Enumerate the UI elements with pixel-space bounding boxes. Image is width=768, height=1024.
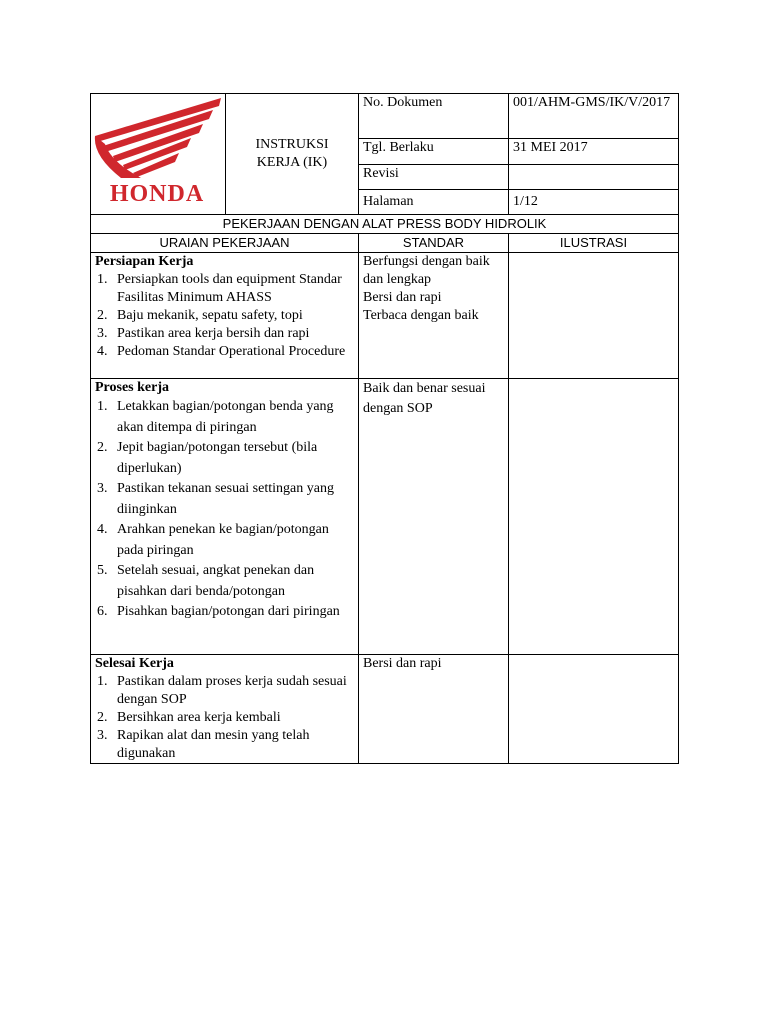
logo-text: HONDA xyxy=(109,181,205,206)
step-text: Rapikan alat dan mesin yang telah digunakan xyxy=(117,728,310,761)
field-value-revisi xyxy=(509,165,679,190)
list-item: 3. Rapikan alat dan mesin yang telah digunakan xyxy=(97,728,310,761)
illustration-cell xyxy=(509,379,679,655)
step-text: Bersihkan area kerja kembali xyxy=(117,710,281,725)
step-text: Pedoman Standar Operational Procedure xyxy=(117,344,346,359)
list-item: 2. Jepit bagian/potongan tersebut (bila diperlukan) xyxy=(97,440,318,476)
list-item: 1. Pastikan dalam proses kerja sudah sesuai dengan SOP xyxy=(97,674,347,707)
step-list xyxy=(95,271,354,361)
step-text: Setelah sesuai, angkat penekan dan pisahkan dari benda/potongan xyxy=(117,563,315,599)
list-item: 2. Baju mekanik, sepatu safety, topi xyxy=(97,308,303,323)
honda-wing-logo xyxy=(91,96,224,206)
step-list xyxy=(95,397,354,623)
standard-text: Berfungsi dengan baik dan lengkap xyxy=(363,254,490,287)
step-text: Pastikan tekanan sesuai settingan yang diinginkan xyxy=(117,481,334,517)
step-text: Baju mekanik, sepatu safety, topi xyxy=(117,308,303,323)
list-item: 2. Bersihkan area kerja kembali xyxy=(97,710,281,725)
section-title: Proses kerja xyxy=(95,380,169,395)
list-item: 4. Pedoman Standar Operational Procedure xyxy=(97,344,346,359)
illustration-cell xyxy=(509,655,679,764)
field-label-no-dokumen: No. Dokumen xyxy=(359,94,509,139)
field-value-tgl-berlaku: 31 MEI 2017 xyxy=(509,139,679,165)
step-list xyxy=(95,673,354,763)
doc-type: INSTRUKSI KERJA (IK) xyxy=(226,94,359,215)
illustration-cell xyxy=(509,253,679,379)
section-persiapan xyxy=(91,253,359,379)
standard-cell xyxy=(359,379,509,655)
list-item: 5. Setelah sesuai, angkat penekan dan pisahkan dari benda/potongan xyxy=(97,563,315,599)
step-text: Jepit bagian/potongan tersebut (bila diperlukan) xyxy=(117,440,318,476)
list-item: 1. Persiapkan tools dan equipment Standar Fasilitas Minimum AHASS xyxy=(97,272,342,305)
list-item: 4. Arahkan penekan ke bagian/potongan pada piringan xyxy=(97,522,329,558)
field-label-tgl-berlaku: Tgl. Berlaku xyxy=(359,139,509,165)
standard-text: Terbaca dengan baik xyxy=(363,308,479,323)
step-text: Pastikan area kerja bersih dan rapi xyxy=(117,326,310,341)
field-value-halaman: 1/12 xyxy=(509,190,679,215)
field-value-no-dokumen: 001/AHM-GMS/IK/V/2017 xyxy=(509,94,679,139)
step-text: Persiapkan tools dan equipment Standar Fasilitas Minimum AHASS xyxy=(117,272,342,305)
standard-cell xyxy=(359,253,509,379)
field-label-revisi: Revisi xyxy=(359,165,509,190)
logo-cell xyxy=(91,94,226,215)
work-instruction-table xyxy=(90,93,679,764)
list-item: 1. Letakkan bagian/potongan benda yang akan ditempa di piringan xyxy=(97,399,334,435)
list-item: 3. Pastikan tekanan sesuai settingan yang diinginkan xyxy=(97,481,334,517)
standard-text: Bersi dan rapi xyxy=(363,656,442,671)
column-header-ilustrasi: ILUSTRASI xyxy=(509,234,679,253)
section-title: Persiapan Kerja xyxy=(95,254,194,269)
standard-cell xyxy=(359,655,509,764)
standard-text: Bersi dan rapi xyxy=(363,290,442,305)
list-item: 3. Pastikan area kerja bersih dan rapi xyxy=(97,326,310,341)
list-item: 6. Pisahkan bagian/potongan dari piringan xyxy=(97,604,340,619)
step-text: Pisahkan bagian/potongan dari piringan xyxy=(117,604,340,619)
column-header-standar: STANDAR xyxy=(359,234,509,253)
step-text: Letakkan bagian/potongan benda yang akan ditempa di piringan xyxy=(117,399,334,435)
section-selesai xyxy=(91,655,359,764)
step-text: Pastikan dalam proses kerja sudah sesuai dengan SOP xyxy=(117,674,347,707)
column-header-uraian: URAIAN PEKERJAAN xyxy=(91,234,359,253)
section-title: Selesai Kerja xyxy=(95,656,174,671)
page-title: PEKERJAAN DENGAN ALAT PRESS BODY HIDROLIK xyxy=(91,215,679,234)
field-label-halaman: Halaman xyxy=(359,190,509,215)
standard-text: Baik dan benar sesuai dengan SOP xyxy=(363,381,486,416)
step-text: Arahkan penekan ke bagian/potongan pada piringan xyxy=(117,522,329,558)
section-proses xyxy=(91,379,359,655)
